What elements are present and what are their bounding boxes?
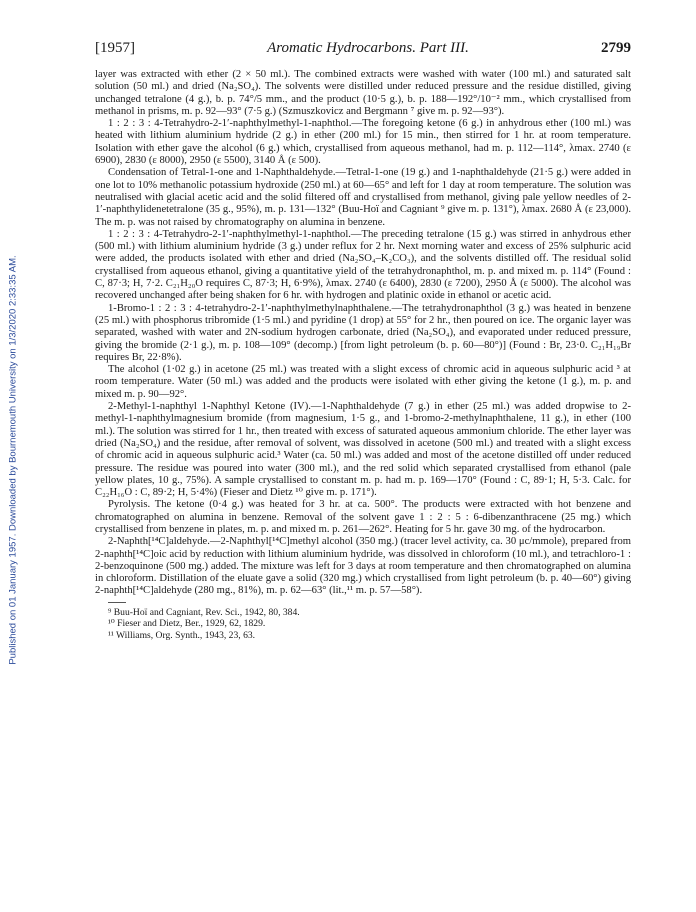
paragraph: Condensation of Tetral-1-one and 1-Naphthaldehyde.—Tetral-1-one (19 g.) and 1-naphthaldehyde (21·5 g.) were added in one lot to 10% methanolic potassium hydroxide (250 ml.) at 60—65° and left for 1 day at room temperature. The solution was neutralised with glacial acetic acid and the solid filtered off and crystallised from methanol, giving pale yellow needles of 2-1′-naphthylidenetetralone (35 g., 95%), m. p. 131—132° (Buu-Hoï and Cagniant ⁹ give m. p. 131°), λmax. 2680 Å (ε 23,000). The m. p. was not raised by chromatography on alumina in benzene. (95, 167, 631, 228)
paper-page (95, 40, 631, 641)
page-number: 2799 (601, 40, 631, 56)
paragraph: 1-Bromo-1 : 2 : 3 : 4-tetrahydro-2-1′-naphthylmethylnaphthalene.—The tetrahydronaphthol (3 g.) was heated in benzene (25 ml.) with phosphorus tribromide (1·5 ml.) and pyridine (1 drop) at 55° for 2 hr., then poured on ice. The organic layer was separated, washed with water and 2N-sodium hydrogen carbonate, dried (Na₂SO₄), and evaporated under reduced pressure, giving the bromide (2·1 g.), m. p. 108—109° (decomp.) [from light petroleum (b. p. 60—80°)] (Found : Br, 23·0. C₂₁H₁₉Br requires Br, 22·8%). (95, 302, 631, 363)
paragraph: layer was extracted with ether (2 × 50 ml.). The combined extracts were washed with water (100 ml.) and saturated salt solution (50 ml.) and dried (Na₂SO₄). The solvents were distilled under reduced pressure and the residue distilled, giving unchanged tetralone (4 g.), b. p. 74°/5 mm., and the product (10·5 g.), b. p. 188—192°/10⁻² mm., which crystallised from methanol in prisms, m. p. 92—93° (7·5 g.) (Szmuszkovicz and Bergmann ⁷ give m. p. 92—93°). (95, 69, 631, 117)
footnotes (95, 607, 631, 642)
footnote: ⁹ Buu-Hoï and Cagniant, Rev. Sci., 1942, 80, 384. (108, 606, 300, 618)
download-watermark (4, 60, 22, 860)
paragraph: 2-Methyl-1-naphthyl 1-Naphthyl Ketone (IV).—1-Naphthaldehyde (7 g.) in ether (25 ml.) was added dropwise to 2-methyl-1-naphthylmagnesium bromide (from magnesium, 1·5 g., and 1-bromo-2-methylnaphthalene, 11 g.), in ether (100 ml.). The solution was stirred for 1 hr., then treated with excess of saturated aqueous ammonium chloride. The ether layer was dried (Na₂SO₄) and the residue, after removal of solvent, was dissolved in acetone (500 ml.) and treated with a slight excess of chromic acid in aqueous sulphuric acid.³ Water (ca. 50 ml.) was added and most of the acetone distilled off under reduced pressure. The residue was poured into water (300 ml.), and the red solid which separated crystallised from ethanol (pale yellow plates, 10 g., 75%). A sample crystallised to constant m. p. had m. p. 169—170° (Found : C, 89·1; H, 5·3. Calc. for C₂₂H₁₆O : C, 89·2; H, 5·4%) (Fieser and Dietz ¹⁰ give m. p. 171°). (95, 401, 631, 499)
footnote: ¹¹ Williams, Org. Synth., 1943, 23, 63. (108, 629, 256, 641)
paragraph: 2-Naphth[¹⁴C]aldehyde.—2-Naphthyl[¹⁴C]methyl alcohol (350 mg.) (tracer level activity, ca. 30 μc/mmole), prepared from 2-naphth[¹⁴C]oic acid by reduction with lithium aluminium hydride, was dissolved in chloroform (10 ml.), and tetrachloro-1 : 2-benzoquinone (500 mg.) added. The mixture was left for 3 days at room temperature and then chromatographed on alumina in chloroform. Distillation of the eluate gave a solid (320 mg.) which crystallised from light petroleum (b. p. 40—60°) giving 2-naphth[¹⁴C]aldehyde (280 mg., 81%), m. p. 62—63° (lit.,¹¹ m. p. 57—58°). (95, 536, 631, 597)
article-body (95, 69, 631, 598)
paragraph: Pyrolysis. The ketone (0·4 g.) was heated for 3 hr. at ca. 500°. The products were extracted with hot benzene and chromatographed on alumina in benzene. Removal of the solvent gave 1 : 2 : 5 : 6-dibenzanthracene (25 mg.) which crystallised from benzene in plates, m. p. and mixed m. p. 261—262°. Heating for 5 hr. gave 30 mg. of the hydrocarbon. (95, 499, 631, 535)
paragraph: 1 : 2 : 3 : 4-Tetrahydro-2-1′-naphthylmethyl-1-naphthol.—The foregoing ketone (6 g.) in anhydrous ether (100 ml.) was heated with lithium aluminium hydride (2 g.) in ether (200 ml.) for 15 min., then stirred for 1 hr. at room temperature. Isolation with ether gave the alcohol (6 g.) which, crystallised from aqueous methanol, had m. p. 112—114°, λmax. 2740 (ε 6900), 2830 (ε 8000), 2950 (ε 5500), 3140 Å (ε 500). (95, 118, 631, 167)
footnote-divider (108, 602, 126, 603)
download-watermark-text: Published on 01 January 1957. Downloaded by Bournemouth University on 1/3/2020 2:33:35 AM. (7, 255, 19, 665)
header-title: Aromatic Hydrocarbons. Part III. (267, 40, 469, 56)
footnote: ¹⁰ Fieser and Dietz, Ber., 1929, 62, 1829. (108, 618, 266, 630)
paragraph: 1 : 2 : 3 : 4-Tetrahydro-2-1′-naphthylmethyl-1-naphthol.—The preceding tetralone (15 g.) was stirred in anhydrous ether (500 ml.) with lithium aluminium hydride (3 g.) under reflux for 2 hr. Next morning water and excess of 25% sulphuric acid were added, the products isolated with ether and dried (Na₂SO₄–K₂CO₃), and the solvents distilled off. The residual solid crystallised from aqueous ethanol, giving a quantitative yield of the tetrahydronaphthol, m. p. and mixed m. p. 114° (Found : C, 87·3; H, 7·2. C₂₁H₂₀O requires C, 87·3; H, 6·9%), λmax. 2740 (ε 6400), 2830 (ε 7200), 2950 Å (ε 5000). The alcohol was recovered unchanged after being shaken for 6 hr. with hydrogen and platinic oxide in ethanol or acetic acid. (95, 228, 631, 302)
header-year: [1957] (95, 40, 135, 56)
paragraph: The alcohol (1·02 g.) in acetone (25 ml.) was treated with a slight excess of chromic acid in aqueous sulphuric acid ³ at room temperature. Water (50 ml.) was added and the products were isolated with ether giving the ketone (1 g.), m. p. and mixed m. p. 90—92°. (95, 364, 631, 400)
running-header (95, 40, 631, 57)
